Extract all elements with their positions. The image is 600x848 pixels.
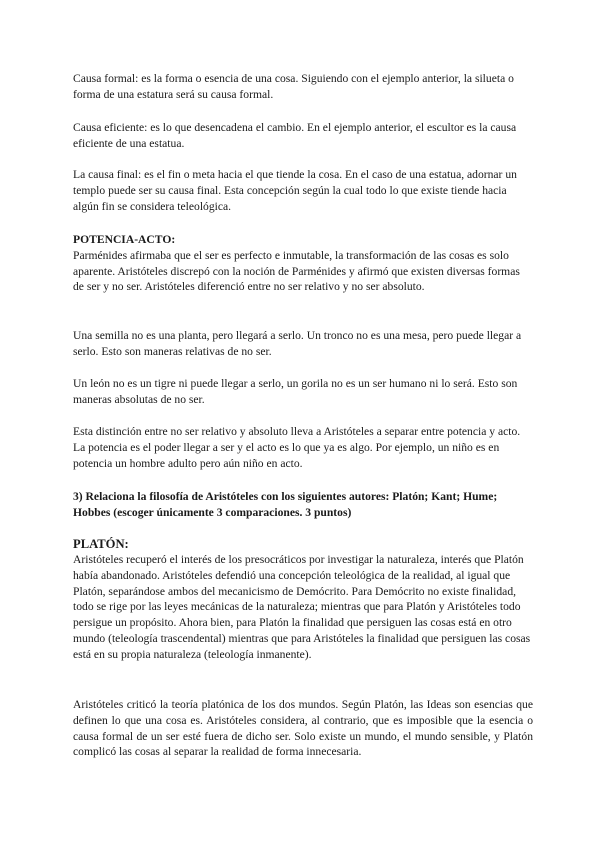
platon-text: Aristóteles recuperó el interés de los presocráticos por investigar la naturaleza, interés que Platón había abandonado. Aristóteles defendió una concepción teleológica de la realidad, al igual que Platón, separándose ambos del mecanicismo de Demócrito. Para Demócrito no existe finalidad, todo se rige por las leyes mecánicas de la naturaleza; mientras que para Platón y Aristóteles todo persigue un propósito. Ahora bien, para Platón la finalidad que persiguen las cosas está en otro mundo (teleología trascendental) mientras que para Aristóteles la finalidad que persiguen las cosas está en su propia naturaleza (teleología inmanente).: [73, 553, 531, 661]
potencia-acto-heading: POTENCIA-ACTO:: [73, 233, 176, 246]
platon-section: [73, 536, 533, 663]
potencia-acto-text: Parménides afirmaba que el ser es perfecto e inmutable, la transformación de las cosas es solo aparente. Aristóteles discrepó con la noción de Parménides y afirmó que existen diversas formas de ser y no ser. Aristóteles diferenció entre no ser relativo y no ser absoluto.: [73, 248, 520, 294]
causa-formal-paragraph: [73, 71, 533, 103]
causa-final-text: La causa final: es el fin o meta hacia el que tiende la cosa. En el caso de una estatua, adornar un templo puede ser su causa final. Esta concepción según la cual todo lo que existe tiende hacia algún fin se considera teleológica.: [73, 168, 517, 213]
semilla-text: Una semilla no es una planta, pero llegará a serlo. Un tronco no es una mesa, pero puede llegar a serlo. Esto son maneras relativas de no ser.: [73, 329, 522, 358]
causa-eficiente-paragraph: [73, 120, 533, 152]
potencia-acto-section: [73, 232, 533, 295]
question-text: 3) Relaciona la filosofía de Aristóteles con los siguientes autores: Platón; Kant; Hume; Hobbes (escoger únicamente 3 comparaciones. 3 puntos): [73, 490, 498, 519]
causa-final-paragraph: [73, 167, 533, 214]
question-paragraph: [73, 489, 533, 521]
critica-text: Aristóteles criticó la teoría platónica de los dos mundos. Según Platón, las Ideas son esencias que definen lo que una cosa es. Aristóteles considera, al contrario, que es imposible que la esencia o causa formal de un ser esté fuera de dicho ser. Solo existe un mundo, el mundo sensible, y Platón complicó las cosas al separar la realidad de forma innecesaria.: [73, 698, 533, 759]
causa-formal-text: Causa formal: es la forma o esencia de una cosa. Siguiendo con el ejemplo anterior, la silueta o forma de una estatura será su causa formal.: [73, 72, 514, 101]
leon-paragraph: [73, 376, 533, 408]
leon-text: Un león no es un tigre ni puede llegar a serlo, un gorila no es un ser humano ni lo será. Esto son maneras absolutas de no ser.: [73, 377, 518, 406]
distincion-text: Esta distinción entre no ser relativo y absoluto lleva a Aristóteles a separar entre potencia y acto. La potencia es el poder llegar a ser y el acto es lo que ya es algo. Por ejemplo, un niño es en potencia un hombre adulto pero aún niño en acto.: [73, 425, 521, 470]
critica-paragraph: [73, 697, 533, 760]
semilla-paragraph: [73, 328, 533, 360]
causa-eficiente-text: Causa eficiente: es lo que desencadena el cambio. En el ejemplo anterior, el escultor es la causa eficiente de una estatua.: [73, 121, 517, 150]
platon-heading: PLATÓN:: [73, 537, 129, 551]
distincion-paragraph: [73, 424, 533, 471]
